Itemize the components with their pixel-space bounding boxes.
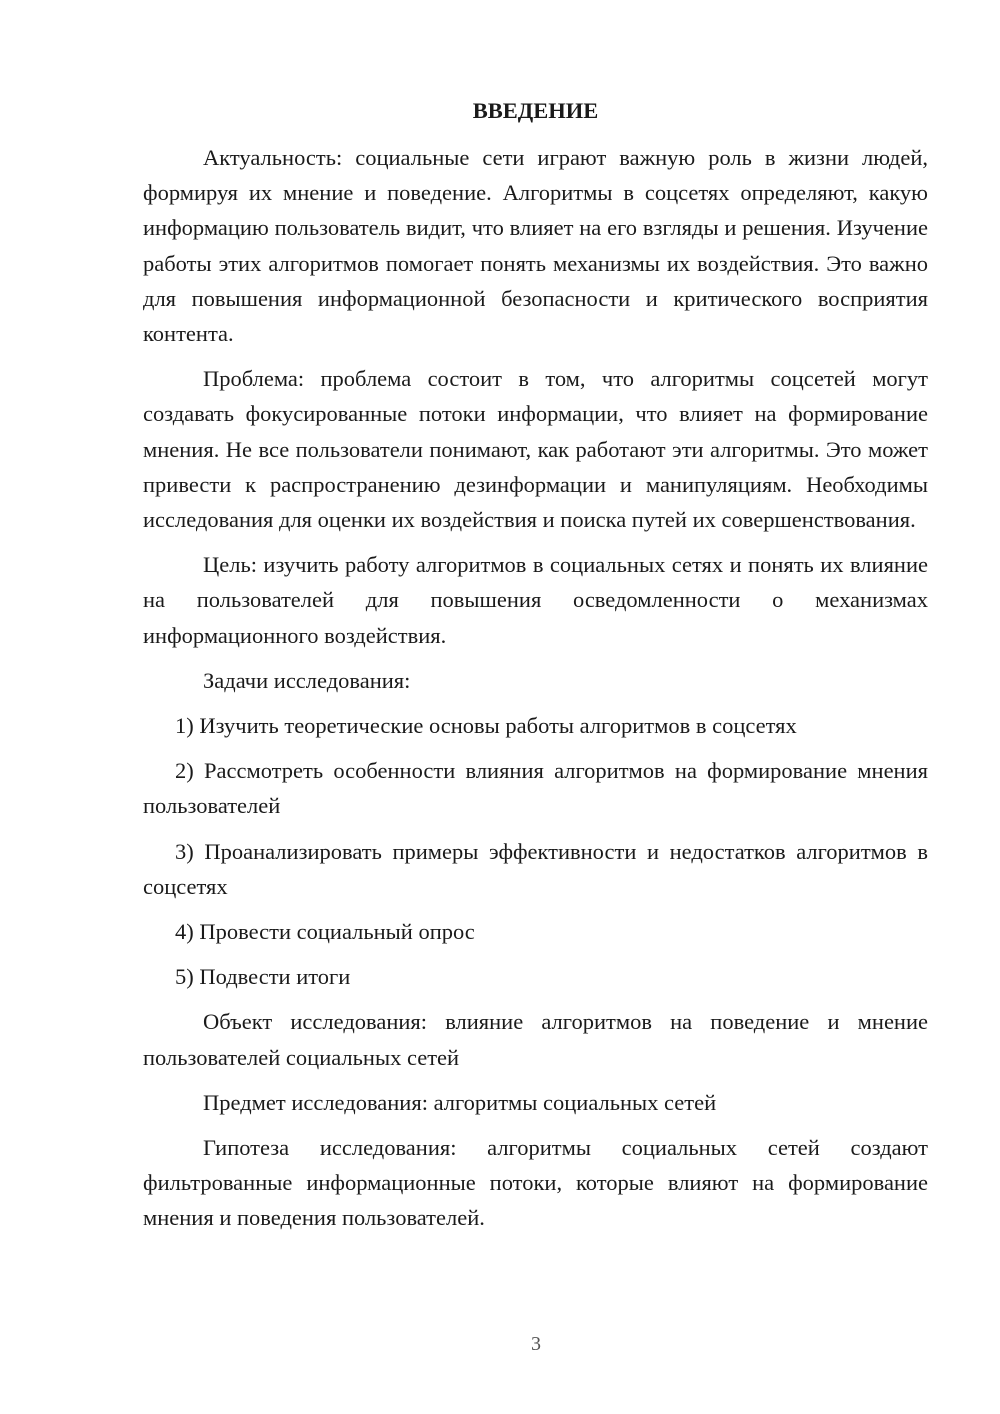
- section-heading: ВВЕДЕНИЕ: [472, 98, 599, 123]
- hypothesis-paragraph: Гипотеза исследования: алгоритмы социальных сетей создают фильтрованные информационные потоки, которые влияют на формирование мнения и поведения пользователей.: [143, 1135, 928, 1231]
- task-item: 4) Провести социальный опрос: [175, 919, 475, 945]
- page-content: [143, 96, 928, 1246]
- task-item: 1) Изучить теоретические основы работы алгоритмов в соцсетях: [175, 713, 797, 739]
- task-item: 3) Проанализировать примеры эффективности и недостатков алгоритмов в соцсетях: [143, 838, 928, 899]
- tasks-heading: Задачи исследования:: [203, 667, 411, 693]
- task-item: 5) Подвести итоги: [175, 964, 351, 990]
- subject-paragraph: Предмет исследования: алгоритмы социальных сетей: [203, 1089, 717, 1115]
- object-paragraph: Объект исследования: влияние алгоритмов на поведение и мнение пользователей социальных сетей: [143, 1009, 928, 1070]
- task-item: 2) Рассмотреть особенности влияния алгоритмов на формирование мнения пользователей: [143, 758, 928, 819]
- relevance-paragraph: Актуальность: социальные сети играют важную роль в жизни людей, формируя их мнение и поведение. Алгоритмы в соцсетях определяют, какую информацию пользователь видит, что влияет на его взгляды и решения. Изучение работы этих алгоритмов помогает понять механизмы их воздействия. Это важно для повышения информационной безопасности и критического восприятия контента.: [143, 145, 928, 347]
- goal-paragraph: Цель: изучить работу алгоритмов в социальных сетях и понять их влияние на пользователей для повышения осведомленности о механизмах информационного воздействия.: [143, 552, 928, 648]
- problem-paragraph: Проблема: проблема состоит в том, что алгоритмы соцсетей могут создавать фокусированные потоки информации, что влияет на формирование мнения. Не все пользователи понимают, как работают эти алгоритмы. Это может привести к распространению дезинформации и манипуляциям. Необходимы исследования для оценки их воздействия и поиска путей их совершенствования.: [143, 366, 928, 533]
- page-number: 3: [531, 1333, 541, 1355]
